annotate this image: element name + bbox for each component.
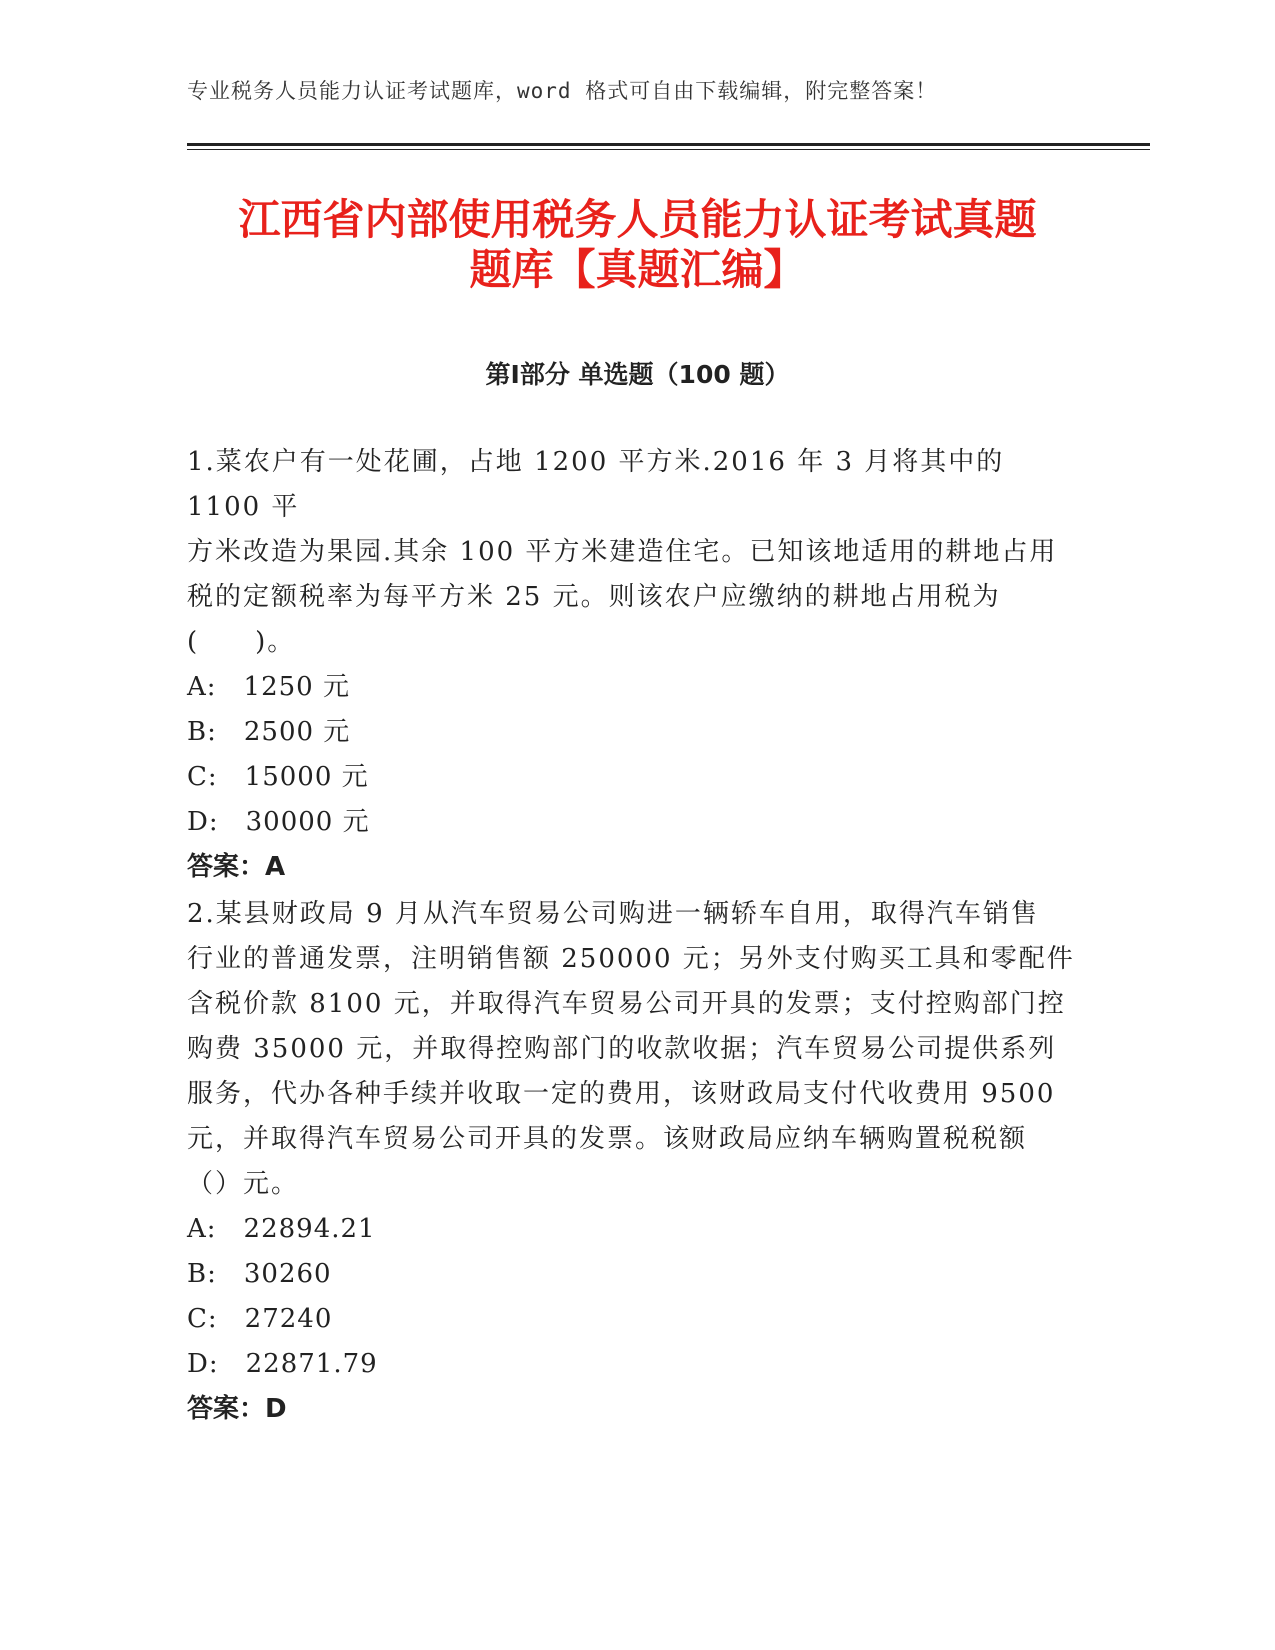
question-1-option-c: C: 15000 元 (187, 762, 369, 792)
document-title-line1: 江西省内部使用税务人员能力认证考试真题 (238, 195, 1037, 244)
question-1-option-b: B: 2500 元 (187, 717, 351, 747)
question-2-answer: 答案：D (187, 1394, 287, 1424)
question-2-option-b: B: 30260 (187, 1259, 332, 1289)
question-1-answer: 答案：A (187, 852, 286, 882)
document-title (140, 195, 1135, 295)
question-2-option-a: A: 22894.21 (187, 1214, 376, 1244)
page-header-text: 专业税务人员能力认证考试题库，word 格式可自由下载编辑，附完整答案！ (187, 79, 938, 103)
document-title-line2: 题库【真题汇编】 (469, 245, 806, 294)
header-divider-thin (187, 149, 1150, 150)
question-2 (187, 892, 1087, 1432)
section-heading: 第Ⅰ部分 单选题（100 题） (485, 360, 790, 389)
header-divider-thick (187, 143, 1150, 146)
question-1-option-a: A: 1250 元 (187, 672, 350, 702)
question-2-text: 2.某县财政局 9 月从汽车贸易公司购进一辆轿车自用，取得汽车销售 行业的普通发票，注明销售额 250000 元；另外支付购买工具和零配件 含税价款 8100 元，并取得汽车贸易公司开具的发票；支付控购部门控 购费 35000 元，并取得控购部门的收款收据；汽车贸易公司提供系列 服务，代办各种手续并收取一定的费用，该财政局支付代收费用 9500 元，并取得汽车贸易公司开具的发票。该财政局应纳车辆购置税税额 （）元。 (187, 899, 1075, 1199)
question-2-option-c: C: 27240 (187, 1304, 333, 1334)
question-1-text: 1.菜农户有一处花圃，占地 1200 平方米.2016 年 3 月将其中的 1100 平 方米改造为果园.其余 100 平方米建造住宅。已知该地适用的耕地占用 税的定额税率为每平方米 25 元。则该农户应缴纳的耕地占用税为 ( )。 (187, 447, 1058, 657)
question-1 (187, 440, 1087, 890)
question-1-option-d: D: 30000 元 (187, 807, 370, 837)
question-2-option-d: D: 22871.79 (187, 1349, 378, 1379)
